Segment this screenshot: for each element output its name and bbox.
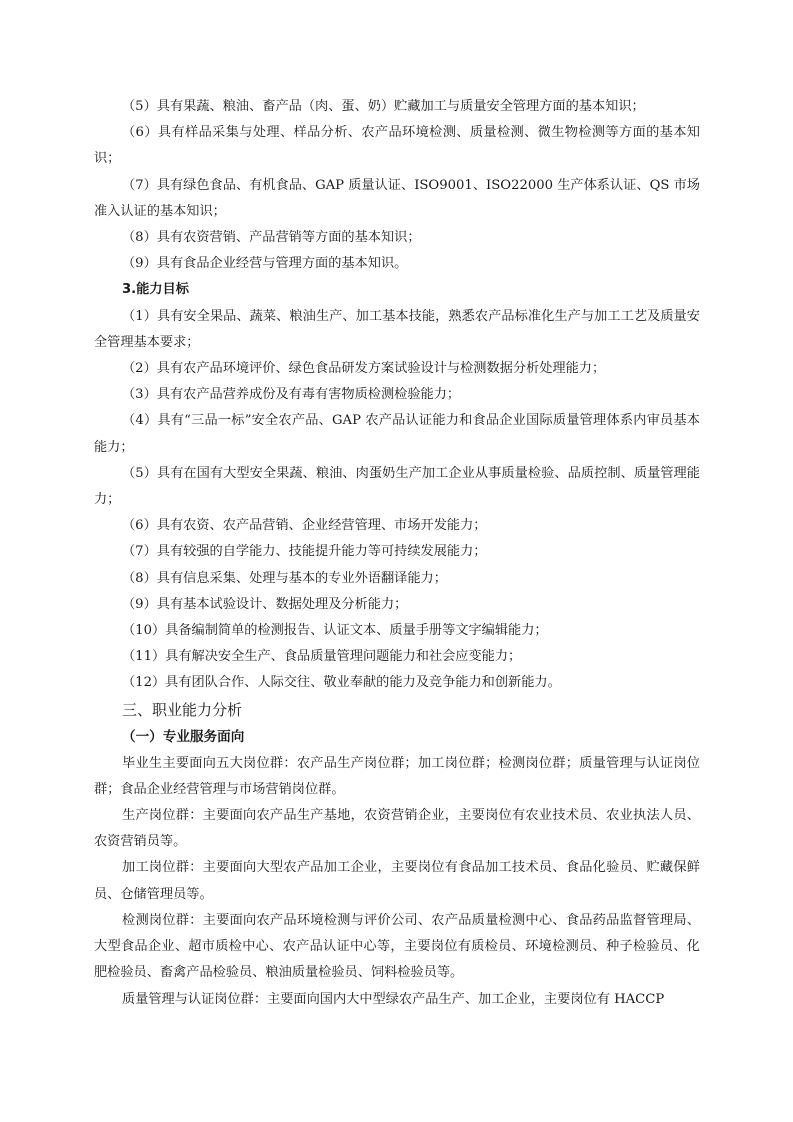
subsection-title: （一）专业服务面向 bbox=[122, 728, 245, 745]
knowledge-item-9: （9）具有食品企业经营与管理方面的基本知识。 bbox=[122, 256, 408, 272]
ability-item-2: （2）具有农产品环境评价、绿色食品研发方案试验设计与检测数据分析处理能力； bbox=[122, 361, 606, 377]
service-paragraph-quality: 质量管理与认证岗位群：主要面向国内大中型绿农产品生产、加工企业，主要岗位有 HACCP bbox=[122, 991, 665, 1007]
knowledge-item-5: （5）具有果蔬、粮油、畜产品（肉、蛋、奶）贮藏加工与质量安全管理方面的基本知识； bbox=[122, 99, 645, 114]
service-paragraph-overview: 毕业生主要面向五大岗位群：农产品生产岗位群；加工岗位群；检测岗位群；质量管理与认证岗位群；食品企业经营管理与市场营销岗位群。 bbox=[94, 755, 700, 797]
ability-item-3: （3）具有农产品营养成份及有毒有害物质检测检验能力； bbox=[122, 387, 461, 403]
ability-item-11: （11）具有解决安全生产、食品质量管理问题能力和社会应变能力； bbox=[122, 649, 522, 665]
service-paragraph-testing: 检测岗位群：主要面向农产品环境检测与评价公司、农产品质量检测中心、食品药品监督管理局、大型食品企业、超市质检中心、农产品认证中心等，主要岗位有质检员、环境检测员、种子检验员、化肥检验员、畜禽产品检验员、粮油质量检验员、饲料检验员等。 bbox=[94, 912, 700, 981]
knowledge-item-7: （7）具有绿色食品、有机食品、GAP 质量认证、ISO9001、ISO22000 生产体系认证、QS 市场准入认证的基本知识； bbox=[94, 177, 700, 219]
ability-item-5: （5）具有在国有大型安全果蔬、粮油、肉蛋奶生产加工企业从事质量检验、品质控制、质量管理能力； bbox=[94, 465, 700, 508]
ability-item-7: （7）具有较强的自学能力、技能提升能力等可持续发展能力； bbox=[122, 544, 487, 560]
service-paragraph-production: 生产岗位群：主要面向农产品生产基地，农资营销企业，主要岗位有农业技术员、农业执法人员、农资营销员等。 bbox=[94, 808, 700, 850]
service-paragraph-processing: 加工岗位群：主要面向大型农产品加工企业，主要岗位有食品加工技术员、食品化验员、贮藏保鲜员、仓储管理员等。 bbox=[94, 860, 700, 902]
ability-item-1: （1）具有安全果品、蔬菜、粮油生产、加工基本技能，熟悉农产品标准化生产与加工工艺及质量安全管理基本要求； bbox=[94, 308, 700, 350]
knowledge-item-6: （6）具有样品采集与处理、样品分析、农产品环境检测、质量检测、微生物检测等方面的基本知识； bbox=[94, 125, 700, 167]
ability-item-9: （9）具有基本试验设计、数据处理及分析能力； bbox=[122, 596, 408, 612]
knowledge-item-8: （8）具有农资营销、产品营销等方面的基本知识； bbox=[122, 230, 421, 246]
ability-item-8: （8）具有信息采集、处理与基本的专业外语翻译能力； bbox=[122, 570, 447, 586]
ability-heading: 3.能力目标 bbox=[122, 282, 189, 298]
ability-item-12: （12）具有团队合作、人际交往、敬业奉献的能力及竞争能力和创新能力。 bbox=[122, 675, 561, 691]
ability-item-4: （4）具有“三品一标”安全农产品、GAP 农产品认证能力和食品企业国际质量管理体系内审员基本能力； bbox=[94, 413, 700, 455]
document-page bbox=[94, 94, 700, 1013]
section-title: 三、职业能力分析 bbox=[122, 700, 243, 719]
ability-item-6: （6）具有农资、农产品营销、企业经营管理、市场开发能力； bbox=[122, 518, 487, 534]
ability-item-10: （10）具备编制简单的检测报告、认证文本、质量手册等文字编辑能力； bbox=[122, 623, 548, 639]
